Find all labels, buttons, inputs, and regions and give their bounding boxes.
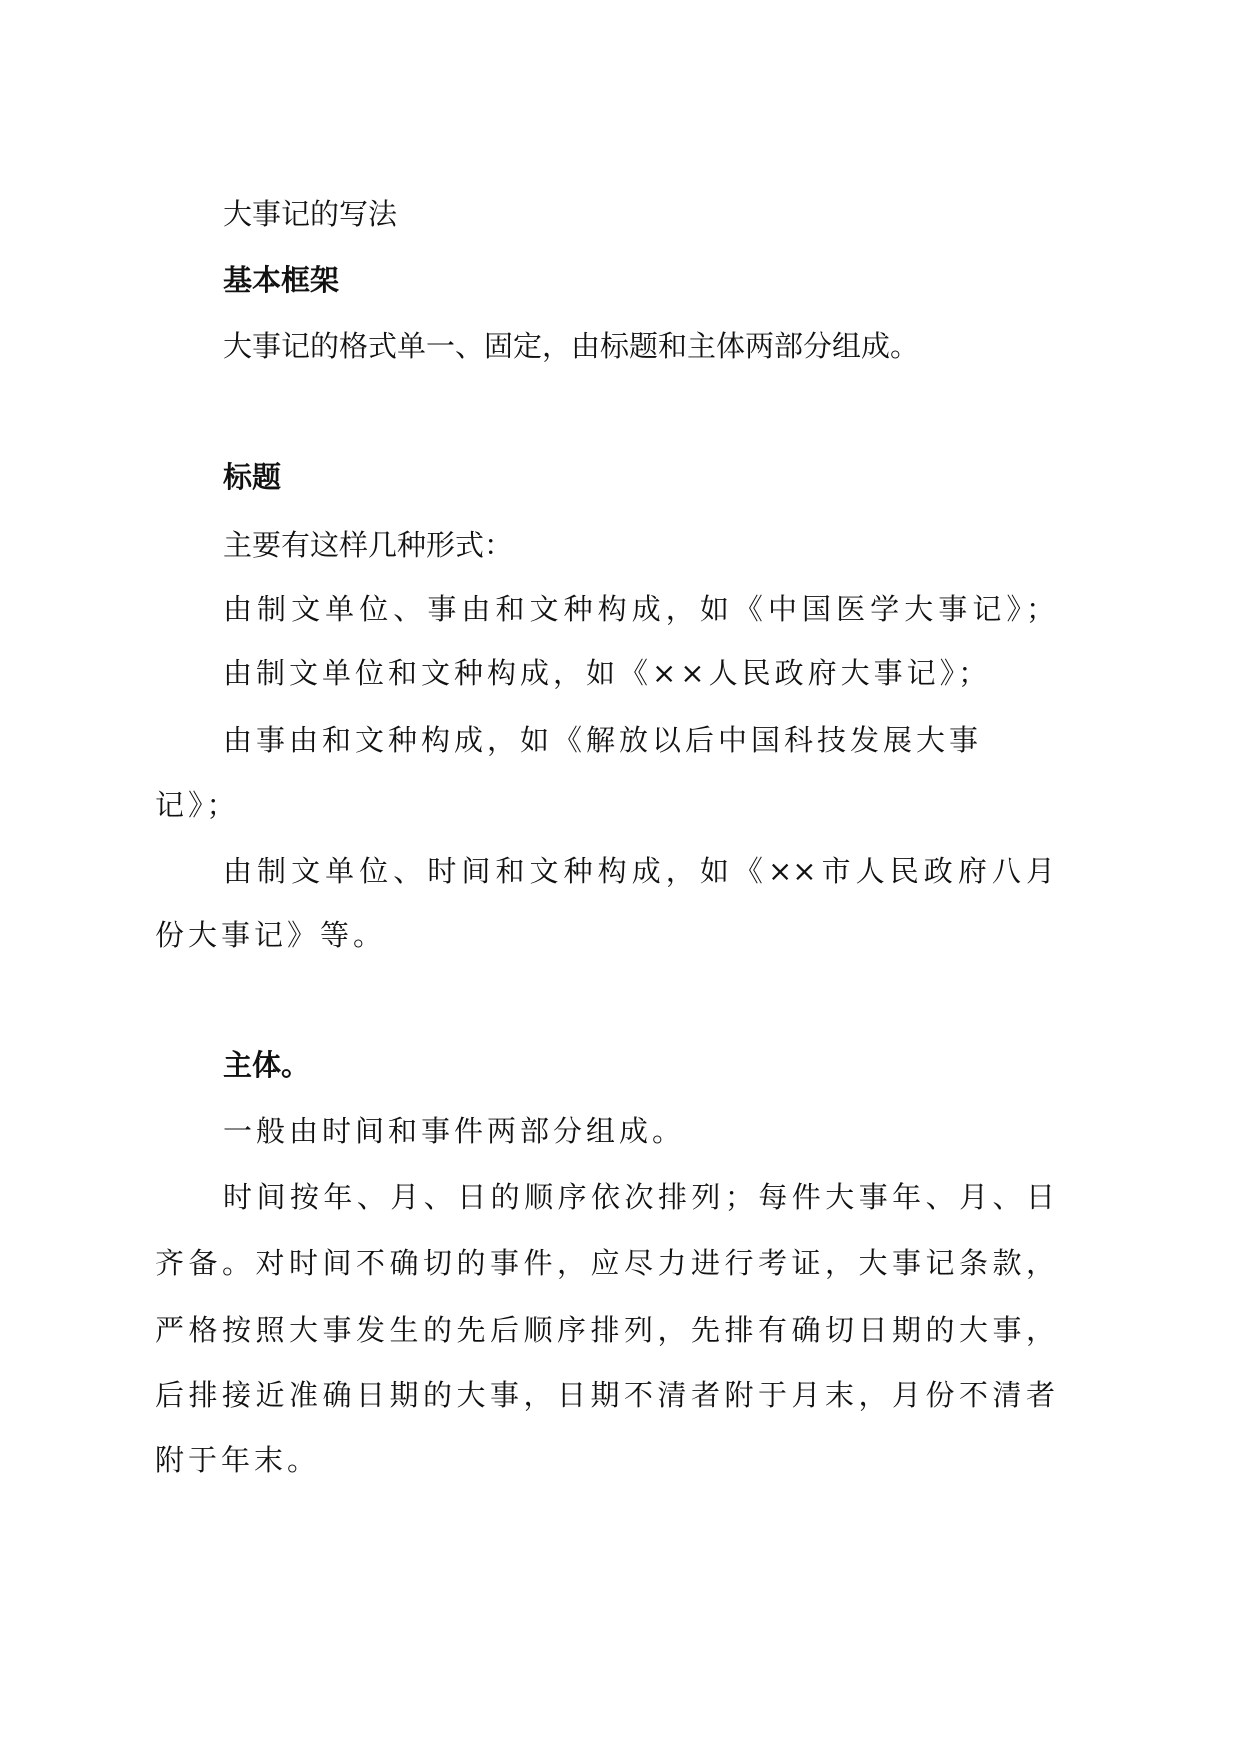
paragraph-line: 由制文单位、时间和文种构成，如《××市人民政府八月	[223, 854, 1055, 888]
paragraph-line: 后排接近准确日期的大事，日期不清者附于月末，月份不清者	[155, 1378, 1055, 1412]
paragraph-line: 由制文单位、事由和文种构成，如《中国医学大事记》；	[223, 592, 1055, 626]
section-heading-body: 主体。	[223, 1048, 311, 1082]
paragraph-line: 份大事记》等。	[155, 918, 387, 952]
paragraph-line: 时间按年、月、日的顺序依次排列；每件大事年、月、日	[223, 1180, 1055, 1214]
paragraph-line: 严格按照大事发生的先后顺序排列，先排有确切日期的大事，	[155, 1313, 1055, 1347]
document-title: 大事记的写法	[223, 197, 398, 231]
section-heading-framework: 基本框架	[223, 263, 340, 297]
paragraph-line: 主要有这样几种形式：	[223, 528, 514, 562]
section-heading-title: 标题	[223, 460, 282, 494]
paragraph-line: 大事记的格式单一、固定，由标题和主体两部分组成。	[223, 329, 920, 363]
paragraph-line: 齐备。对时间不确切的事件，应尽力进行考证，大事记条款，	[155, 1246, 1055, 1280]
paragraph-line: 一般由时间和事件两部分组成。	[223, 1114, 686, 1148]
paragraph-line: 由制文单位和文种构成，如《××人民政府大事记》；	[223, 656, 992, 690]
paragraph-line: 附于年末。	[155, 1443, 321, 1477]
paragraph-line: 记》；	[155, 788, 240, 822]
paragraph-line: 由事由和文种构成，如《解放以后中国科技发展大事	[223, 723, 983, 757]
